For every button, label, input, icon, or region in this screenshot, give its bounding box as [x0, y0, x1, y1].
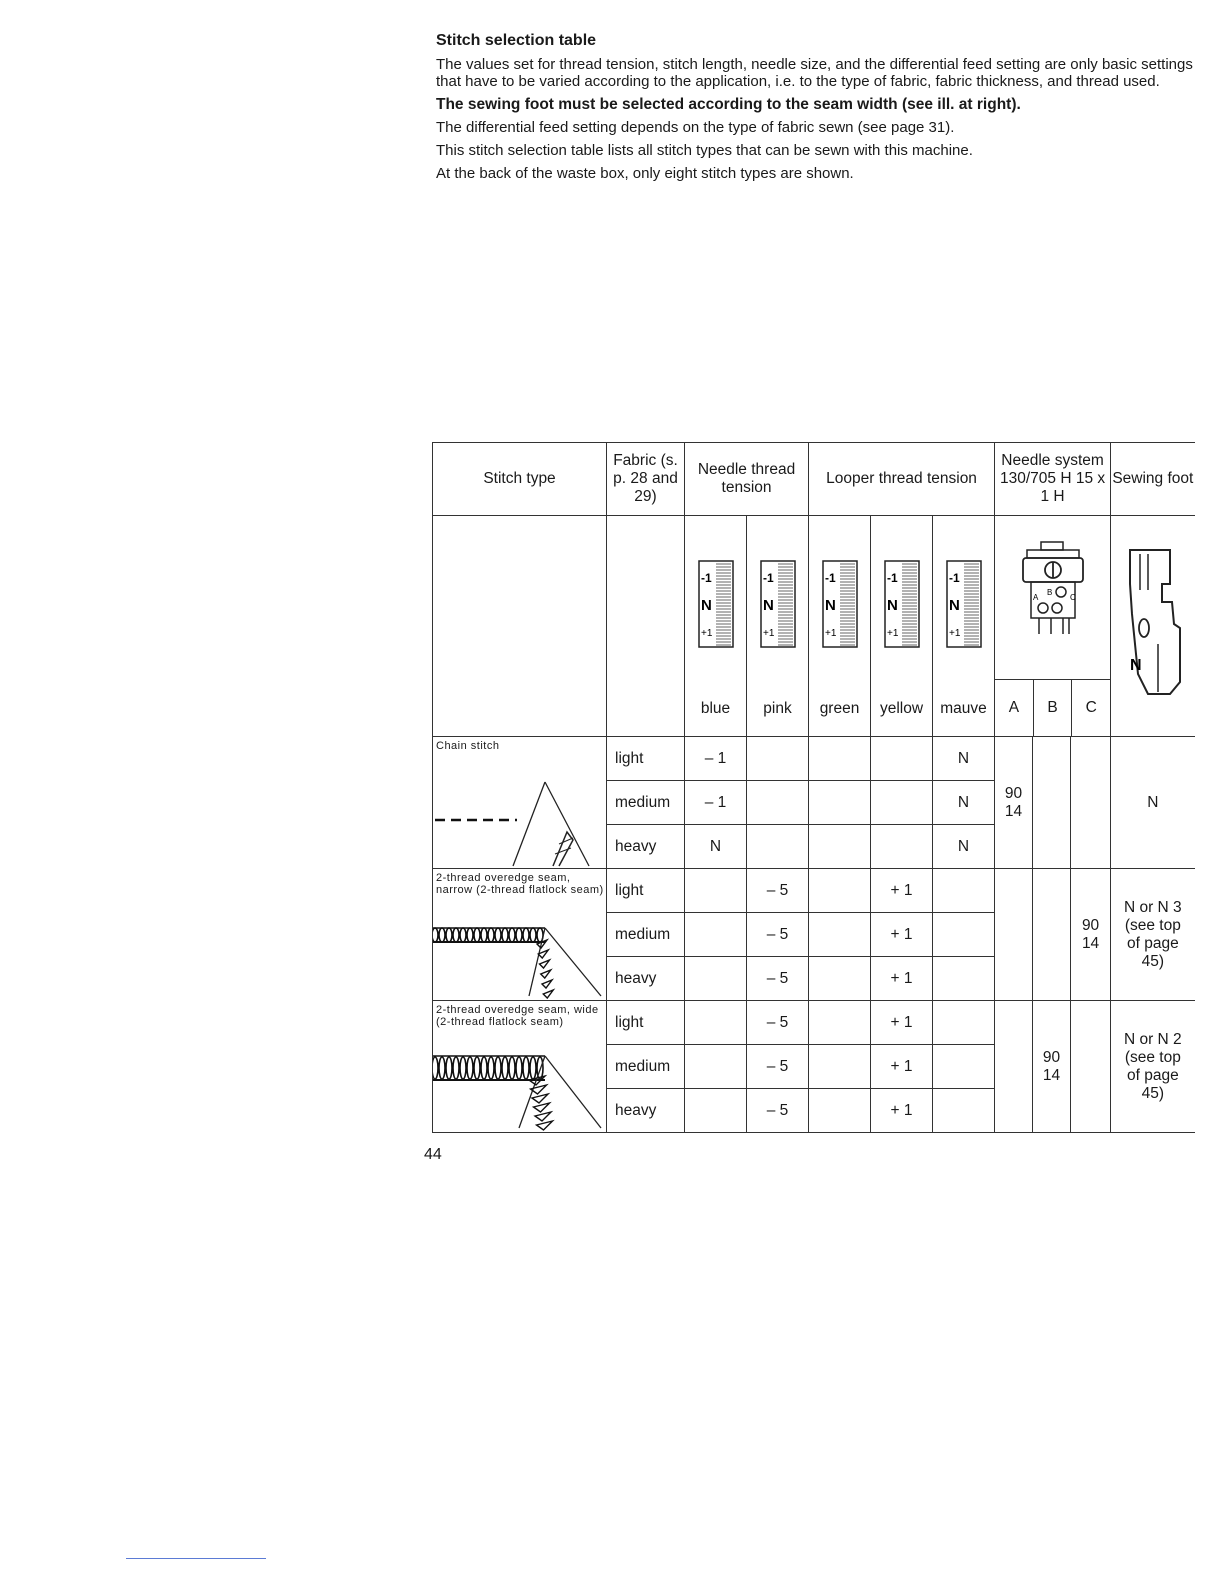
dial-neutral-label: N [700, 597, 712, 614]
tension-value-blue: N [685, 825, 747, 869]
foot-label: N [1129, 657, 1142, 674]
thread-color-mauve: mauve [940, 700, 987, 717]
tension-value-yellow [871, 825, 933, 869]
fabric-weight-cell: medium [607, 1045, 685, 1089]
tension-value-mauve: N [933, 737, 995, 781]
intro-paragraph-3: The differential feed setting depends on the type of fabric sewn (see page 31). [436, 119, 955, 136]
header-stitch-type: Stitch type [433, 443, 607, 516]
svg-text:B: B [1046, 587, 1052, 597]
needle-clamp-icon [1013, 538, 1093, 658]
tension-value-mauve [933, 869, 995, 913]
tension-value-mauve [933, 1001, 995, 1045]
tension-value-blue [685, 869, 747, 913]
needle-size-a: 90 14 [995, 737, 1033, 869]
tension-value-mauve [933, 957, 995, 1001]
sewing-foot-icon [1118, 544, 1188, 704]
tension-value-blue [685, 913, 747, 957]
tension-value-pink: – 5 [747, 913, 809, 957]
intro-paragraph-1: The values set for thread tension, stitch length, needle size, and the differential feed setting are only basic settings that have to be varied according to the application, i.e. to the type of fabric, fabric thickness, and thread used. [436, 56, 1193, 90]
tension-dial-icon [946, 560, 982, 648]
tension-value-green [809, 957, 871, 1001]
needle-size-b [1033, 737, 1071, 869]
fabric-weight-cell: light [607, 737, 685, 781]
fabric-weight-cell: heavy [607, 825, 685, 869]
needle-size-c [1071, 737, 1111, 869]
needle-position-c: C [1085, 699, 1097, 716]
tension-value-blue [685, 957, 747, 1001]
needle-position-cell [995, 516, 1111, 737]
dial-minus-label: -1 [886, 571, 898, 585]
fabric-weight-cell: medium [607, 913, 685, 957]
stitch-illustration-icon [433, 868, 605, 1000]
stitch-type-label: 2-thread overedge seam, narrow (2-thread flatlock seam) [436, 872, 604, 896]
tension-value-blue [685, 1089, 747, 1133]
fabric-weight-cell: light [607, 869, 685, 913]
stitch-type-label: Chain stitch [436, 740, 500, 752]
footer-rule [126, 1558, 266, 1559]
tension-value-pink: – 5 [747, 1001, 809, 1045]
tension-value-blue: – 1 [685, 781, 747, 825]
intro-section [436, 32, 1196, 188]
stitch-type-cell [433, 1001, 607, 1133]
thread-color-yellow: yellow [879, 700, 924, 717]
tension-value-green [809, 1089, 871, 1133]
tension-dial-icon [822, 560, 858, 648]
header-needle-system: Needle system 130/705 H 15 x 1 H [995, 443, 1111, 516]
tension-value-green [809, 737, 871, 781]
fabric-weight-cell: heavy [607, 957, 685, 1001]
thread-color-pink: pink [763, 700, 792, 717]
tension-value-mauve [933, 913, 995, 957]
dial-cell [933, 516, 995, 737]
svg-text:A: A [1032, 592, 1038, 602]
stitch-illustration-icon [433, 736, 605, 868]
tension-value-pink [747, 737, 809, 781]
dial-minus-label: -1 [948, 571, 960, 585]
tension-value-pink: – 5 [747, 1045, 809, 1089]
dial-neutral-label: N [762, 597, 774, 614]
header-needle-thread: Needle thread tension [685, 443, 809, 516]
sewing-foot-value: N [1111, 737, 1195, 869]
tension-value-green [809, 913, 871, 957]
tension-value-pink: – 5 [747, 1089, 809, 1133]
stitch-type-cell [433, 869, 607, 1001]
tension-value-blue: – 1 [685, 737, 747, 781]
dial-minus-label: -1 [700, 571, 712, 585]
tension-dial-icon [698, 560, 734, 648]
stitch-type-cell [433, 737, 607, 869]
dial-minus-label: -1 [824, 571, 836, 585]
section-title: Stitch selection table [436, 32, 597, 49]
dial-cell [871, 516, 933, 737]
tension-value-yellow: + 1 [871, 1001, 933, 1045]
tension-value-green [809, 869, 871, 913]
tension-value-mauve: N [933, 825, 995, 869]
header-row [433, 443, 1195, 516]
tension-value-yellow: + 1 [871, 913, 933, 957]
tension-value-yellow: + 1 [871, 1089, 933, 1133]
fabric-weight-cell: heavy [607, 1089, 685, 1133]
dial-plus-label: +1 [700, 628, 712, 639]
page-number: 44 [424, 1146, 442, 1163]
thread-color-blue: blue [700, 700, 731, 717]
tension-value-yellow: + 1 [871, 869, 933, 913]
dial-plus-label: +1 [762, 628, 774, 639]
tension-value-yellow [871, 781, 933, 825]
table-row [433, 737, 1195, 781]
tension-value-mauve: N [933, 781, 995, 825]
sewing-foot-illustration-cell [1111, 516, 1195, 737]
intro-paragraph-5: At the back of the waste box, only eight stitch types are shown. [436, 165, 854, 182]
svg-text:C: C [1069, 592, 1076, 602]
header-looper-thread: Looper thread tension [809, 443, 995, 516]
icon-row-empty-fabric [607, 516, 685, 737]
tension-value-blue [685, 1001, 747, 1045]
fabric-weight-cell: light [607, 1001, 685, 1045]
header-sewing-foot: Sewing foot [1111, 443, 1195, 516]
needle-plate-illustration [995, 516, 1110, 680]
tension-value-pink [747, 781, 809, 825]
intro-paragraph-4: This stitch selection table lists all stitch types that can be sewn with this machine. [436, 142, 973, 159]
needle-size-b: 90 14 [1033, 1001, 1071, 1133]
needle-position-a: A [995, 680, 1034, 736]
stitch-type-label: 2-thread overedge seam, wide (2-thread flatlock seam) [436, 1004, 599, 1028]
dial-neutral-label: N [886, 597, 898, 614]
needle-size-a [995, 869, 1033, 1001]
icon-row [433, 516, 1195, 737]
tension-value-yellow: + 1 [871, 957, 933, 1001]
dial-neutral-label: N [824, 597, 836, 614]
fabric-weight-cell: medium [607, 781, 685, 825]
header-fabric: Fabric (s. p. 28 and 29) [607, 443, 685, 516]
tension-value-green [809, 1045, 871, 1089]
tension-value-blue [685, 1045, 747, 1089]
dial-plus-label: +1 [824, 628, 836, 639]
tension-value-yellow: + 1 [871, 1045, 933, 1089]
tension-value-mauve [933, 1045, 995, 1089]
tension-value-pink: – 5 [747, 869, 809, 913]
dial-cell [685, 516, 747, 737]
tension-value-pink [747, 825, 809, 869]
stitch-illustration-icon [433, 1000, 605, 1132]
tension-value-green [809, 781, 871, 825]
tension-value-pink: – 5 [747, 957, 809, 1001]
dial-cell [747, 516, 809, 737]
intro-paragraph-2: The sewing foot must be selected according to the seam width (see ill. at right). [436, 96, 1021, 113]
tension-value-green [809, 1001, 871, 1045]
thread-color-green: green [819, 700, 860, 717]
tension-dial-icon [760, 560, 796, 648]
dial-minus-label: -1 [762, 571, 774, 585]
tension-value-green [809, 825, 871, 869]
icon-row-empty-stitch [433, 516, 607, 737]
needle-size-a [995, 1001, 1033, 1133]
dial-cell [809, 516, 871, 737]
stitch-selection-table [432, 442, 1195, 1133]
tension-dial-icon [884, 560, 920, 648]
dial-plus-label: +1 [948, 628, 960, 639]
dial-neutral-label: N [948, 597, 960, 614]
needle-size-c [1071, 1001, 1111, 1133]
needle-position-b: B [1034, 680, 1073, 736]
sewing-foot-value: N or N 2 (see top of page 45) [1111, 1001, 1195, 1133]
tension-value-yellow [871, 737, 933, 781]
sewing-foot-value: N or N 3 (see top of page 45) [1111, 869, 1195, 1001]
needle-size-b [1033, 869, 1071, 1001]
dial-plus-label: +1 [886, 628, 898, 639]
tension-value-mauve [933, 1089, 995, 1133]
needle-size-c: 90 14 [1071, 869, 1111, 1001]
table-row [433, 869, 1195, 913]
table-row [433, 1001, 1195, 1045]
